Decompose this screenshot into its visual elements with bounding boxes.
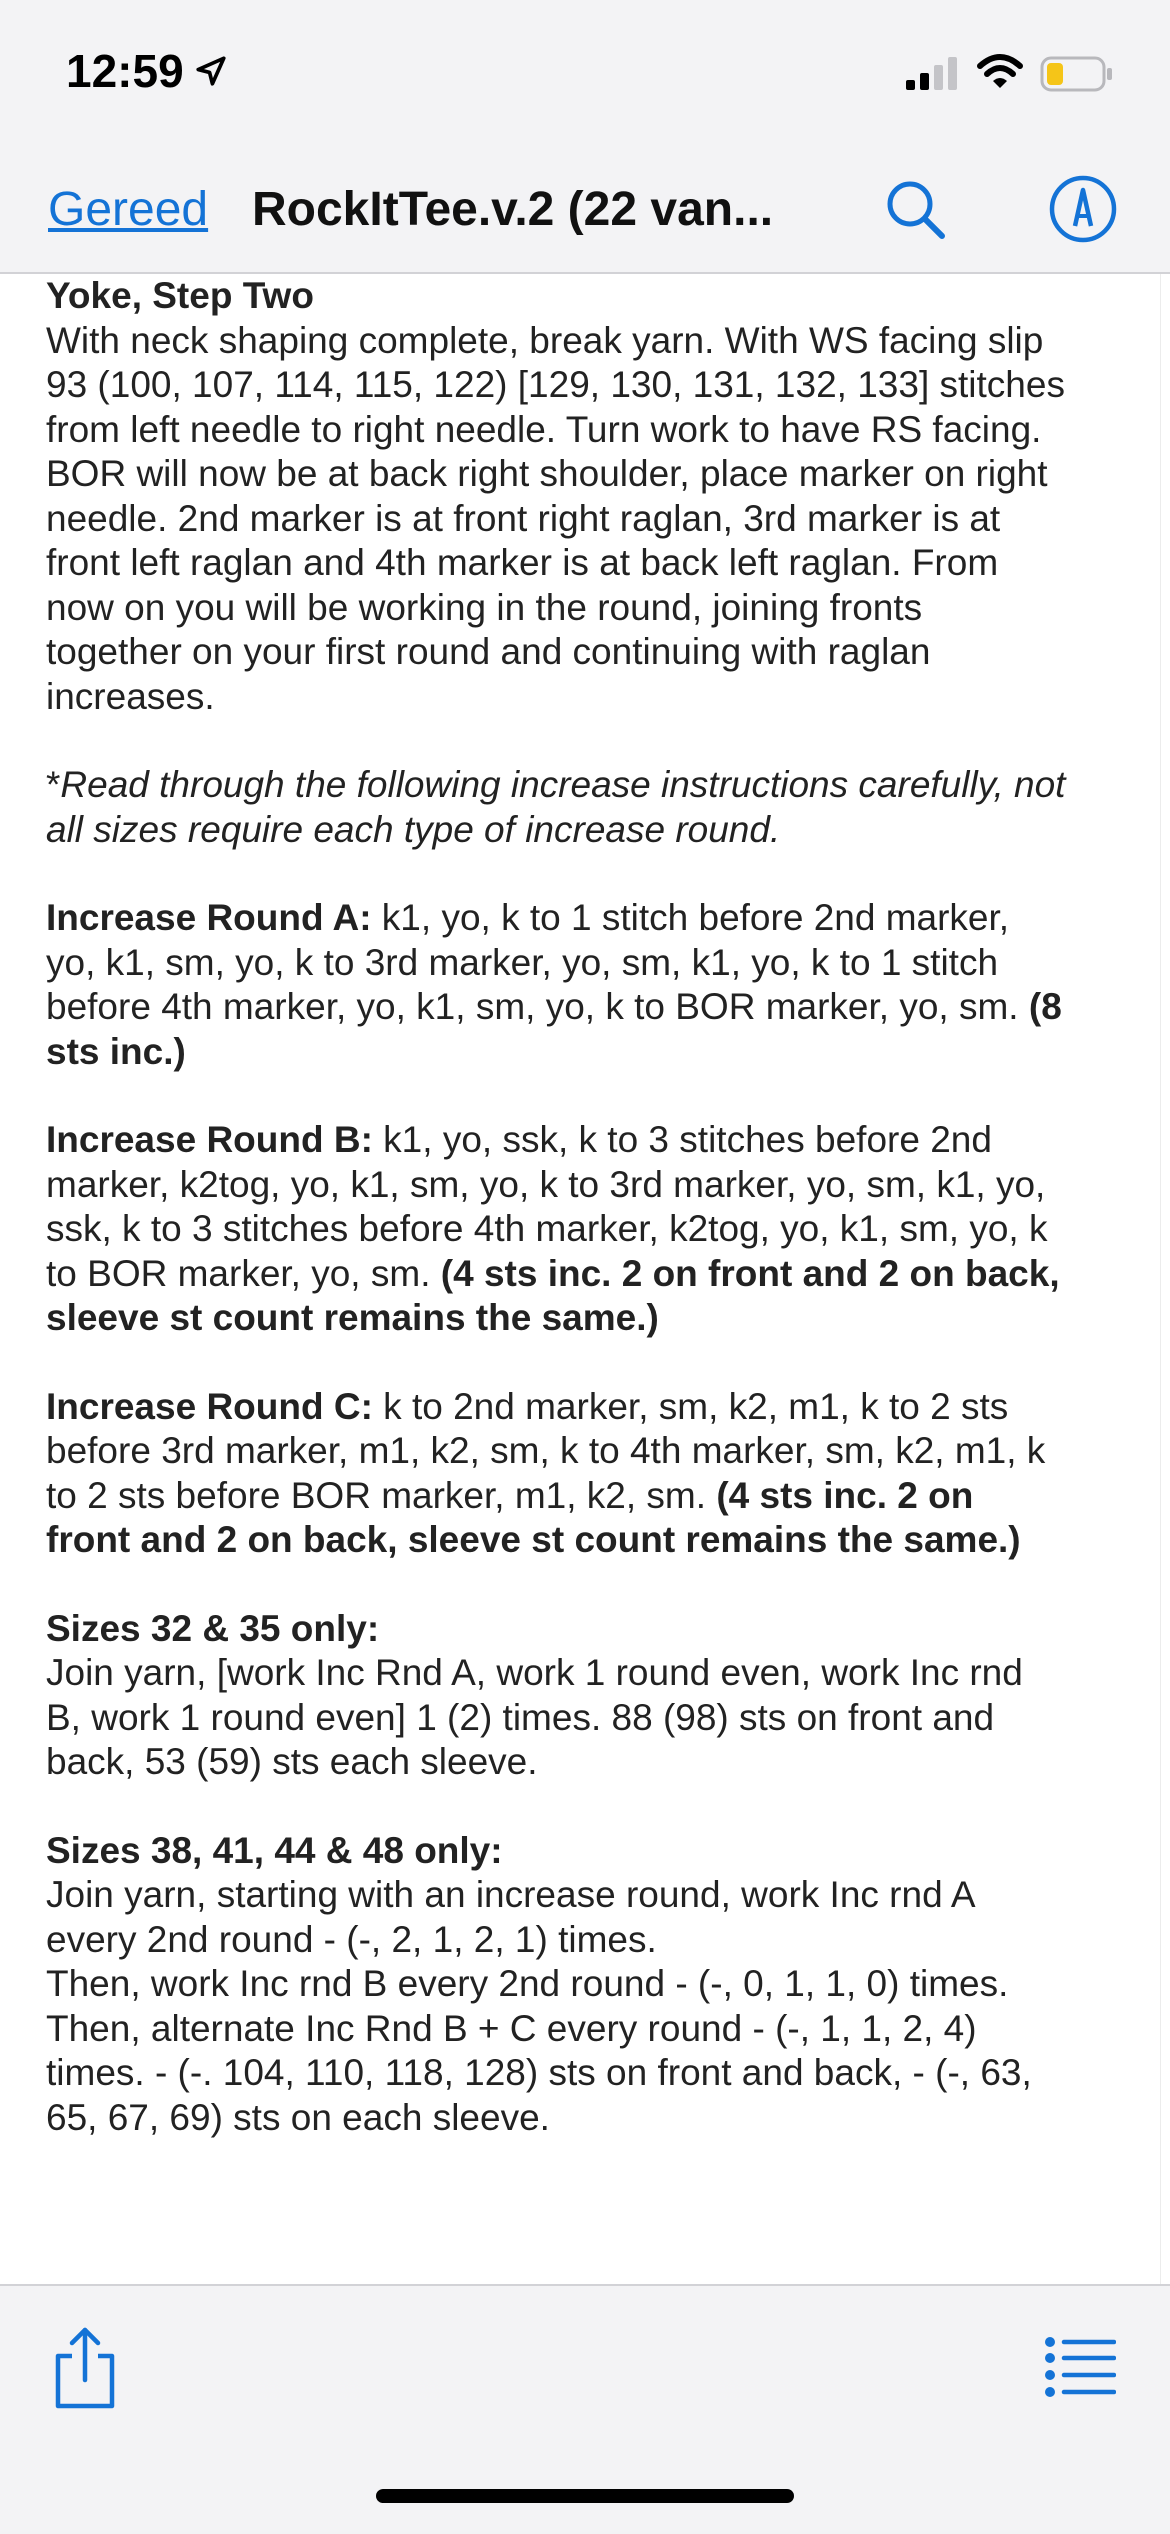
note-star: * — [46, 764, 61, 805]
share-icon[interactable] — [50, 2326, 120, 2410]
sizes-small-heading: Sizes 32 & 35 only: — [46, 1607, 380, 1649]
next-page-edge[interactable] — [1160, 274, 1170, 2284]
increase-round-c-text: k to 2nd marker, sm, k2, m1, k to 2 sts before 3rd marker, m1, k2, sm, k to 4th marker, sm, k2, m1, k to 2 sts before BOR marker, m1, k2, sm. — [46, 1385, 1046, 1516]
increase-round-a — [46, 896, 1066, 1074]
increase-round-b-count: (4 sts inc. 2 on front and 2 on back, sleeve st count remains the same.) — [46, 1252, 1060, 1338]
clock — [66, 44, 228, 98]
section-title: Yoke, Step Two — [46, 275, 314, 316]
search-icon[interactable] — [880, 174, 950, 244]
increase-round-c-label: Increase Round C: — [46, 1385, 373, 1427]
sizes-large-line-3: Then, alternate Inc Rnd B + C every round - (-, 1, 1, 2, 4) times. - (-. 104, 110, 118, 128) sts on front and back, - (-, 63, 65, 67, 69) sts on each sleeve. — [46, 2007, 1032, 2138]
status-bar — [0, 0, 1170, 140]
document-text — [46, 274, 1066, 2140]
paragraph-neck-shaping: With neck shaping complete, break yarn. With WS facing slip 93 (100, 107, 114, 115, 122) [129, 130, 131, 132, 133] stitches from left needle to right needle. Turn work to have RS facing. BOR will now be at back right shoulder, place marker on right needle. 2nd marker is at front right raglan, 3rd marker is at front left raglan and 4th marker is at back left raglan. From now on you will be working in the round, joining fronts together on your first round and continuing with raglan increases. — [46, 319, 1065, 717]
wifi-icon — [976, 52, 1024, 92]
increase-round-b — [46, 1118, 1066, 1341]
done-button[interactable]: Gereed — [48, 183, 209, 236]
increase-round-a-text: k1, yo, k to 1 stitch before 2nd marker, yo, k1, sm, yo, k to 3rd marker, yo, sm, k1, yo, k to 1 stitch before 4th marker, yo, k1, sm, yo, k to BOR marker, yo, sm. — [46, 897, 1029, 1027]
document-page[interactable] — [0, 274, 1160, 2284]
sizes-small-text: Join yarn, [work Inc Rnd A, work 1 round even, work Inc rnd B, work 1 round even] 1 (2) times. 88 (98) sts on front and back, 53 (59) sts each sleeve. — [46, 1652, 1023, 1782]
signal-icon — [904, 56, 960, 90]
increase-round-b-text: k1, yo, ssk, k to 3 stitches before 2nd marker, k2tog, yo, k1, sm, yo, k to 3rd marker, yo, sm, k1, yo, ssk, k to 3 stitches before 4th marker, k2tog, yo, k1, sm, yo, k to BOR marker, yo, sm. — [46, 1119, 1048, 1294]
note-text: Read through the following increase instructions carefully, not all sizes require each type of increase round. — [46, 764, 1066, 850]
increase-round-b-label: Increase Round B: — [46, 1119, 373, 1160]
increase-round-c-count: (4 sts inc. 2 on front and 2 on back, sleeve st count remains the same.) — [46, 1474, 1021, 1560]
battery-icon — [1040, 56, 1114, 92]
home-indicator[interactable] — [376, 2489, 794, 2503]
increase-round-a-label: Increase Round A: — [46, 897, 372, 938]
sizes-large-line-2: Then, work Inc rnd B every 2nd round - (-, 0, 1, 1, 0) times. — [46, 1963, 1009, 2004]
outline-list-icon[interactable] — [1044, 2336, 1116, 2398]
sizes-large-line-1: Join yarn, starting with an increase round, work Inc rnd A every 2nd round - (-, 2, 1, 2, 1) times. — [46, 1874, 974, 1960]
location-arrow-icon — [194, 54, 228, 88]
clock-time: 12:59 — [66, 45, 184, 97]
navigation-bar — [0, 140, 1170, 274]
document-title: RockItTee.v.2 (22 van... — [252, 183, 774, 236]
sizes-large-heading: Sizes 38, 41, 44 & 48 only: — [46, 1829, 503, 1871]
increase-round-c — [46, 1385, 1066, 1563]
markup-icon[interactable] — [1048, 174, 1118, 244]
increase-note — [46, 763, 1066, 852]
increase-round-a-count: (8 sts inc.) — [46, 986, 1062, 1072]
